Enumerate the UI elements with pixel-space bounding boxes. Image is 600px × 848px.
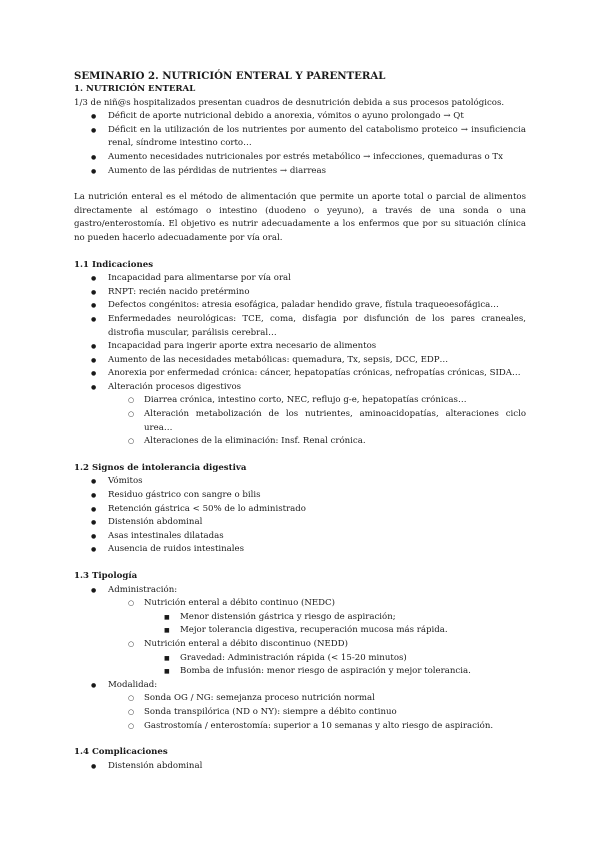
section-heading-complicaciones: 1.4 Complicaciones <box>74 747 168 758</box>
list-item: ● Anorexia por enfermedad crónica: cáncer, hepatopatías crónicas, nefropatías crónicas, SIDA… <box>74 367 526 381</box>
intro-text: 1/3 de niñ@s hospitalizados presentan cuadros de desnutrición debida a sus procesos patológicos. <box>74 97 505 108</box>
list-item: ● Incapacidad para alimentarse por vía oral <box>74 272 526 286</box>
list-item-digestive <box>74 381 526 449</box>
list-item: ● Aumento de las necesidades metabólicas: quemadura, Tx, sepsis, DCC, EDP… <box>74 354 526 368</box>
sublist-item: ○ Alteraciones de la eliminación: Insf. Renal crónica. <box>108 435 526 449</box>
list-item: ● Ausencia de ruidos intestinales <box>74 543 526 557</box>
sublist-item: ○ Sonda transpilórica (ND o NY): siempre a débito continuo <box>108 706 526 720</box>
sublist-item: ■ Menor distensión gástrica y riesgo de aspiración; <box>144 611 526 625</box>
sublist-item-nedc <box>108 597 526 638</box>
complications-list <box>74 760 526 774</box>
list-item: ● Asas intestinales dilatadas <box>74 530 526 544</box>
nedd-sublist <box>144 652 526 679</box>
sublist-item: ■ Mejor tolerancia digestiva, recuperación mucosa más rápida. <box>144 624 526 638</box>
administration-sublist <box>108 597 526 679</box>
sublist-item: ○ Sonda OG / NG: semejanza proceso nutrición normal <box>108 692 526 706</box>
section-heading-tipologia: 1.3 Tipología <box>74 571 138 581</box>
nedc-sublist <box>144 611 526 638</box>
list-item: ● Distensión abdominal <box>74 760 526 774</box>
intolerance-list <box>74 475 526 557</box>
list-item: ● Déficit en la utilización de los nutrientes por aumento del catabolismo proteico → insuficiencia renal, síndrome intestino corto… <box>74 124 526 151</box>
list-item: ● Defectos congénitos: atresia esofágica, paladar hendido grave, fístula traqueoesofágica… <box>74 299 526 313</box>
sublist-item: ■ Bomba de infusión: menor riesgo de aspiración y mejor tolerancia. <box>144 665 526 679</box>
sublist-item: ○ Diarrea crónica, intestino corto, NEC, reflujo g-e, hepatopatías crónicas… <box>108 394 526 408</box>
sublist-item-nedd <box>108 638 526 679</box>
sublist-item: ○ Gastrostomía / enterostomía: superior a 10 semanas y alto riesgo de aspiración. <box>108 720 526 734</box>
list-item: ● Distensión abdominal <box>74 516 526 530</box>
list-item-label: Alteración procesos digestivos <box>108 381 242 392</box>
list-item: ● Enfermedades neurológicas: TCE, coma, disfagia por disfunción de los pares craneales, distrofia muscular, parálisis cerebral… <box>74 313 526 340</box>
list-item: ● Incapacidad para ingerir aporte extra necesario de alimentos <box>74 340 526 354</box>
definition-paragraph: La nutrición enteral es el método de alimentación que permite un aporte total o parcial de alimentos directamente al estómago o intestino (duodeno o yeyuno), a través de una sonda o una gastro/enterostomía. El objetivo es nutrir adecuadamente a los enfermos que por su situación clínica no pueden hacerlo adecuadamente por vía oral. <box>74 192 526 243</box>
list-item: ● Vómitos <box>74 475 526 489</box>
typology-list <box>74 584 526 734</box>
list-item: ● Aumento de las pérdidas de nutrientes → diarreas <box>74 165 526 179</box>
list-item: ● RNPT: recién nacido pretérmino <box>74 286 526 300</box>
list-item: ● Residuo gástrico con sangre o bilis <box>74 489 526 503</box>
sublist-item: ○ Alteración metabolización de los nutrientes, aminoacidopatías, alteraciones ciclo urea… <box>108 408 526 435</box>
modality-sublist <box>108 692 526 733</box>
document-title: SEMINARIO 2. NUTRICIÓN ENTERAL Y PARENTERAL <box>74 70 386 82</box>
list-item-administracion <box>74 584 526 679</box>
sublist-item: ■ Gravedad: Administración rápida (< 15-20 minutos) <box>144 652 526 666</box>
sublist-item-label: Nutrición enteral a débito discontinuo (NEDD) <box>144 638 348 649</box>
section-heading-intolerancia: 1.2 Signos de intolerancia digestiva <box>74 462 247 473</box>
section-heading-indicaciones: 1.1 Indicaciones <box>74 259 154 270</box>
list-item: ● Déficit de aporte nutricional debido a anorexia, vómitos o ayuno prolongado → Qt <box>74 110 526 124</box>
list-item-modalidad <box>74 679 526 733</box>
list-item-label: Administración: <box>108 584 178 595</box>
list-item: ● Aumento necesidades nutricionales por estrés metabólico → infecciones, quemaduras o Tx <box>74 151 526 165</box>
list-item-label: Modalidad: <box>108 679 158 690</box>
causes-list <box>74 110 526 178</box>
indications-list <box>74 272 526 449</box>
list-item: ● Retención gástrica < 50% de lo administrado <box>74 503 526 517</box>
section-heading-nutricion-enteral: 1. NUTRICIÓN ENTERAL <box>74 84 196 94</box>
digestive-sublist <box>108 394 526 448</box>
sublist-item-label: Nutrición enteral a débito continuo (NEDC) <box>144 598 335 609</box>
